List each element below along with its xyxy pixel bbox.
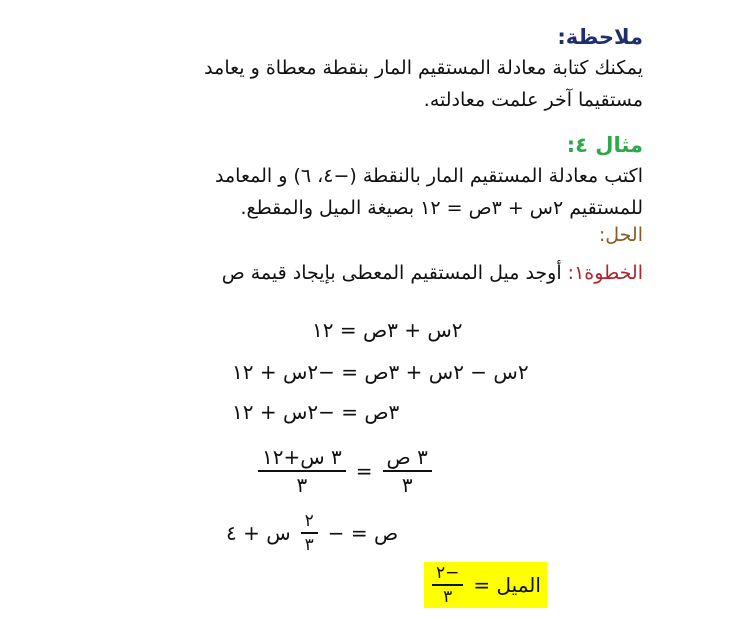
equation-5-rhs: س + ٤ [226,521,291,545]
slope-fraction [432,564,463,606]
fraction-numerator: ٢ [301,512,318,534]
note-line-2: مستقيما آخر علمت معادلته. [423,89,643,111]
equation-4 [256,446,434,496]
equation-4-right-fraction [258,446,346,496]
equation-3: ٣ص = −٢س + ١٢ [232,400,400,424]
equation-5 [226,512,398,554]
example-body [103,160,643,224]
step-1-text: أوجد ميل المستقيم المعطى بإيجاد قيمة ص [221,262,568,284]
equals-sign: = [355,459,373,483]
step-1-label: الخطوة١: [567,262,643,284]
equation-1: ٢س + ٣ص = ١٢ [312,318,463,342]
fraction-denominator: ٣ [296,473,308,497]
note-line-1: يمكنك كتابة معادلة المستقيم المار بنقطة معطاة و يعامد [204,57,643,79]
fraction-denominator: ٣ [304,535,314,555]
fraction-numerator: −٢ [432,564,463,586]
example-line-1: اكتب معادلة المستقيم المار بالنقطة (−٤، ٦) و المعامد [215,165,643,187]
example-title: مثال ٤: [566,133,643,157]
slope-label: الميل = [473,573,541,597]
slope-result [424,562,547,608]
equation-2: ٢س − ٢س + ٣ص = −٢س + ١٢ [232,360,529,384]
equation-4-left-fraction [383,446,432,496]
fraction-numerator: ٣ س+١٢ [258,446,346,472]
example-line-2: للمستقيم ٢س + ٣ص = ١٢ بصيغة الميل والمقطع. [240,197,643,219]
equation-5-fraction [301,512,318,554]
solution-label: الحل: [598,224,643,246]
fraction-denominator: ٣ [443,587,453,607]
fraction-numerator: ٣ ص [383,446,432,472]
note-body [103,52,643,116]
equation-5-lhs: ص = − [327,521,399,545]
fraction-denominator: ٣ [401,473,413,497]
slope-highlight [424,562,547,608]
step-1 [103,258,643,288]
note-title: ملاحظة: [557,25,643,49]
